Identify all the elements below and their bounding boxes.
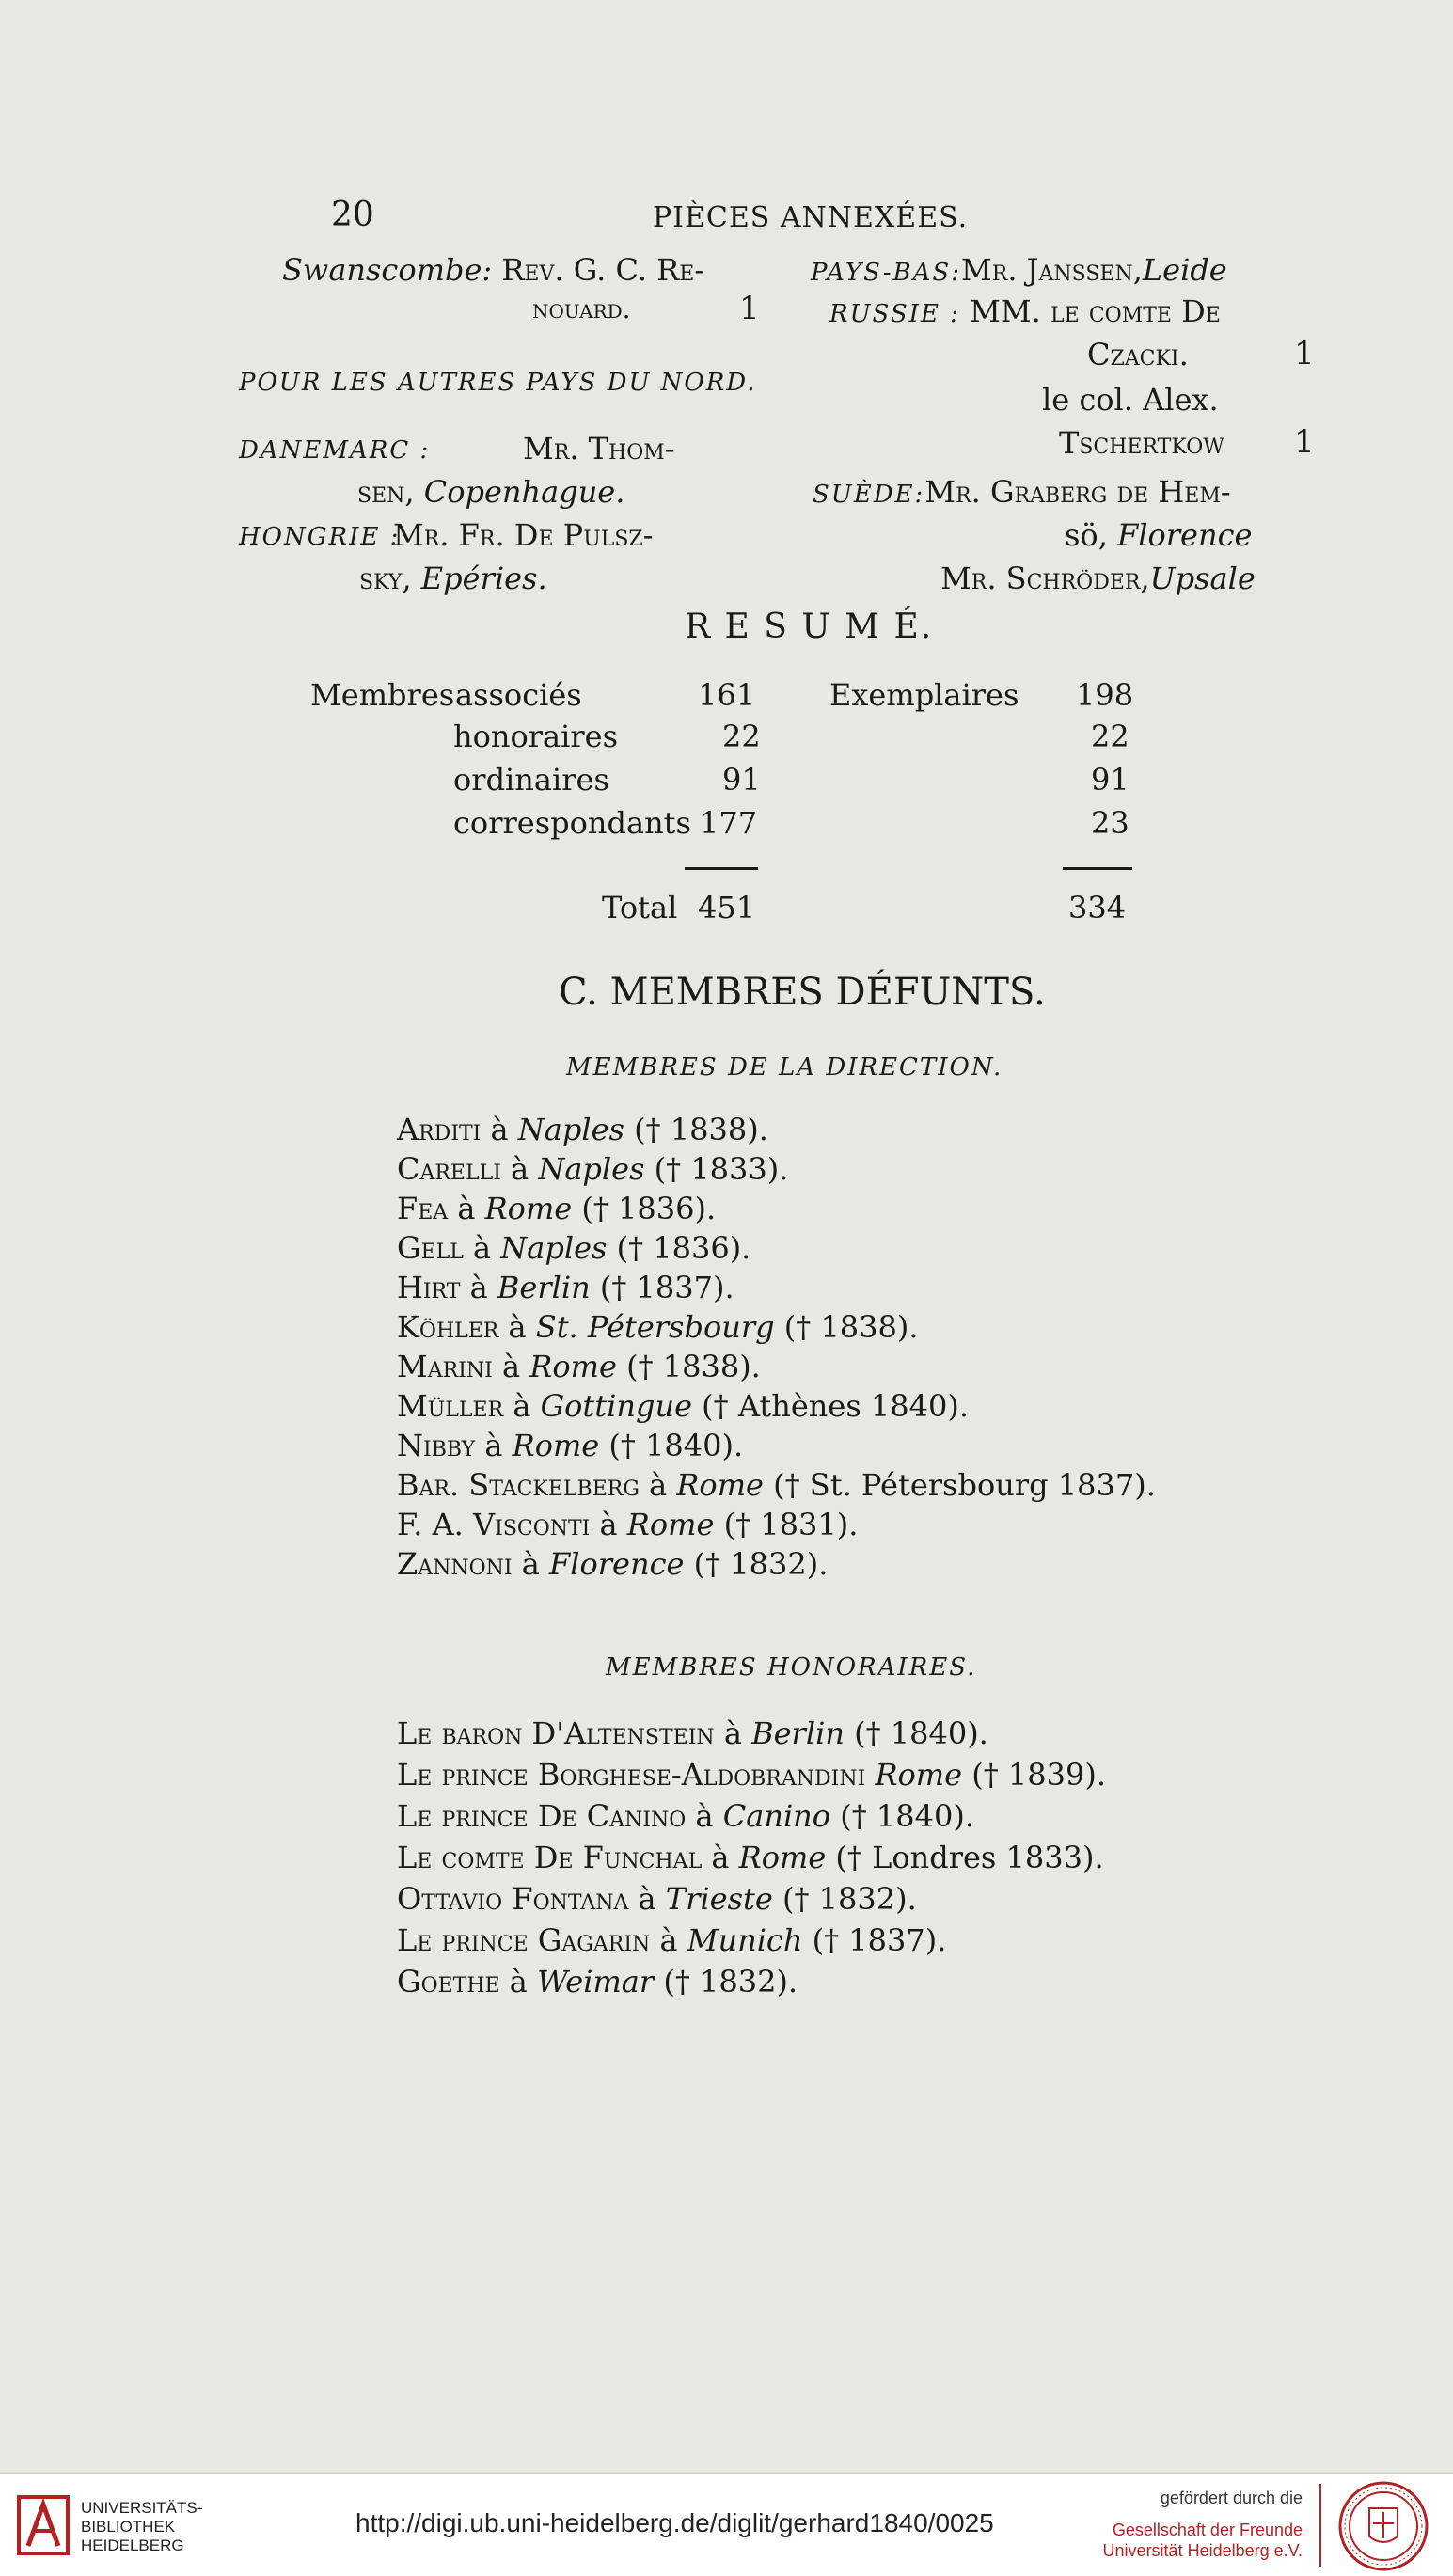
deceased-entry [397, 1922, 946, 1958]
separator: à [628, 1881, 666, 1917]
member-name: MM. le comte De [970, 293, 1221, 329]
city: Florence [1117, 517, 1253, 553]
death-date: († Londres 1833). [826, 1840, 1104, 1875]
resume-category: associés [455, 677, 582, 713]
deceased-entry [397, 1309, 919, 1345]
member-name-cont: sö, [1065, 517, 1108, 553]
deceased-entry [397, 1467, 1156, 1503]
deceased-entry [397, 1546, 828, 1582]
separator: à [590, 1507, 627, 1542]
member-name: F. A. Visconti [397, 1507, 591, 1542]
death-date: († 1837). [802, 1922, 947, 1958]
member-count: 1 [1294, 335, 1315, 372]
member-name-cont: sky, [359, 561, 412, 596]
separator: à [499, 1964, 537, 1999]
separator: à [463, 1230, 501, 1266]
city: Rome [529, 1349, 617, 1384]
member-name: Mr. Graberg de Hem- [924, 474, 1231, 510]
member-name: Fea [397, 1191, 449, 1226]
membres-label: Membres [310, 677, 455, 713]
city: Rome [512, 1428, 600, 1463]
separator: à [650, 1922, 687, 1958]
country-label: PAYS-BAS: [811, 259, 961, 287]
city: St. Pétersbourg [535, 1309, 775, 1345]
death-date: († 1840). [830, 1798, 974, 1834]
separator: à [512, 1546, 550, 1582]
death-date: († 1833). [644, 1151, 789, 1187]
place-label: Swanscombe: [282, 252, 493, 288]
separator: à [475, 1428, 513, 1463]
danemarc-label: DANEMARC : [239, 436, 431, 465]
city: Naples [517, 1112, 624, 1147]
city: Canino [722, 1798, 831, 1834]
city: Copenhague. [423, 474, 625, 510]
resume-heading: R E S U M É. [685, 608, 934, 646]
city: Gottingue [540, 1388, 692, 1424]
deceased-entry [397, 1881, 917, 1917]
city: Naples [538, 1151, 645, 1187]
death-date: († St. Pétersbourg 1837). [763, 1467, 1156, 1503]
deceased-entry [397, 1270, 734, 1305]
swanscombe-entry [282, 252, 704, 288]
death-date: († 1832). [684, 1546, 829, 1582]
separator: à [492, 1349, 530, 1384]
resume-count: 177 [700, 805, 758, 841]
member-name: Mr. Thom- [523, 431, 675, 466]
separator: à [686, 1798, 723, 1834]
deceased-entry [397, 1798, 974, 1834]
library-name-line2: BIBLIOTHEK [81, 2518, 176, 2536]
city: Trieste [665, 1881, 773, 1917]
resume-exemplaires: 23 [1091, 805, 1129, 841]
member-name: Köhler [397, 1309, 499, 1345]
member-count: 1 [1294, 423, 1315, 461]
member-name: Le prince De Canino [397, 1798, 687, 1834]
resume-count: 22 [722, 719, 761, 754]
member-count: 1 [739, 290, 760, 327]
country-label: SUÈDE: [813, 481, 925, 509]
deceased-entry [397, 1191, 716, 1226]
member-name: Gell [397, 1230, 464, 1266]
honoraires-heading: MEMBRES HONORAIRES. [606, 1653, 977, 1682]
russie-entry [829, 293, 1221, 329]
resume-category: ordinaires [453, 762, 609, 798]
hongrie-label: HONGRIE : [239, 523, 401, 551]
member-name: Le comte De Funchal [397, 1840, 703, 1875]
separator: à [714, 1715, 752, 1751]
resume-count: 161 [698, 677, 756, 713]
city: Rome [484, 1191, 573, 1226]
university-seal-icon [1337, 2480, 1429, 2572]
city: Munich [687, 1922, 803, 1958]
deceased-entry [397, 1112, 768, 1147]
separator: à [481, 1112, 518, 1147]
member-name: Marini [397, 1349, 493, 1384]
city: Leide [1142, 252, 1227, 288]
death-date: († 1837). [590, 1270, 734, 1305]
permalink-url[interactable]: http://digi.ub.uni-heidelberg.de/diglit/gerhard1840/0025 [355, 2508, 994, 2537]
member-name: Carelli [397, 1151, 501, 1187]
deceased-entry [397, 1964, 798, 1999]
library-name-line1: UNIVERSITÄTS- [81, 2499, 203, 2517]
member-name: Le baron D'Altenstein [397, 1715, 715, 1751]
running-title: PIÈCES ANNEXÉES. [653, 201, 969, 234]
deceased-entry [397, 1757, 1106, 1793]
separator: à [500, 1151, 539, 1187]
country-label: RUSSIE : [829, 300, 960, 328]
member-name: Ottavio Fontana [397, 1881, 629, 1917]
total-label: Total [602, 890, 678, 925]
city: Upsale [1149, 561, 1256, 596]
page-number: 20 [331, 196, 374, 234]
deceased-entry [397, 1715, 988, 1751]
death-date: († 1840). [599, 1428, 744, 1463]
deceased-entry [397, 1349, 761, 1384]
death-date: († 1832). [772, 1881, 917, 1917]
sponsor-line1: gefördert durch die [1160, 2489, 1303, 2507]
exemplaires-label: Exemplaires [829, 677, 1019, 713]
resume-count: 91 [722, 762, 761, 798]
member-name: Rev. G. C. Re- [501, 252, 705, 288]
library-logo-icon [17, 2495, 70, 2555]
deceased-entry [397, 1230, 750, 1266]
death-date: († 1838). [624, 1112, 768, 1147]
death-date: († 1839). [962, 1757, 1106, 1793]
sponsor-line3: Universität Heidelberg e.V. [1102, 2541, 1303, 2560]
member-name: Bar. Stackelberg [397, 1467, 640, 1503]
death-date: († 1836). [607, 1230, 751, 1266]
suede-entry-2 [940, 561, 1256, 596]
city: Weimar [537, 1964, 655, 1999]
member-name: Le prince Borghese-Aldobrandini [397, 1757, 866, 1793]
member-name: Le prince Gagarin [397, 1922, 651, 1958]
member-name-cont: Tschertkow [1059, 425, 1224, 461]
sum-rule-left [685, 867, 758, 870]
total-exemplaires: 334 [1068, 890, 1127, 925]
danemarc-entry-cont [357, 474, 624, 510]
section-c-heading: C. MEMBRES DÉFUNTS. [559, 971, 1046, 1014]
footer-divider [1319, 2484, 1321, 2567]
separator: à [448, 1191, 485, 1226]
member-name: Nibby [397, 1428, 476, 1463]
member-name: Mr. Schröder, [940, 561, 1150, 596]
member-name: Goethe [397, 1964, 500, 1999]
member-name: Müller [397, 1388, 504, 1424]
library-name-line3: HEIDELBERG [81, 2536, 184, 2554]
member-name: Mr. Janssen, [961, 252, 1143, 288]
resume-exemplaires: 22 [1091, 719, 1129, 754]
member-name-cont: Czacki. [1087, 337, 1189, 372]
separator: à [498, 1309, 536, 1345]
city: Rome [626, 1507, 715, 1542]
city: Rome [676, 1467, 764, 1503]
death-date: († 1831). [714, 1507, 859, 1542]
total-count: 451 [698, 890, 756, 925]
resume-exemplaires: 198 [1076, 677, 1134, 713]
separator: à [460, 1270, 497, 1305]
city: Berlin [751, 1715, 845, 1751]
member-name: Mr. Fr. De Pulsz- [393, 517, 654, 553]
death-date: († 1836). [572, 1191, 717, 1226]
member-name: Zannoni [397, 1546, 513, 1582]
separator: à [503, 1388, 541, 1424]
deceased-entry [397, 1388, 969, 1424]
direction-heading: MEMBRES DE LA DIRECTION. [566, 1053, 1003, 1082]
paysbas-entry [811, 252, 1227, 288]
member-name: le col. Alex. [1042, 382, 1219, 418]
pour-heading: POUR LES AUTRES PAYS DU NORD. [239, 369, 757, 397]
digital-library-footer [0, 2473, 1453, 2576]
death-date: († Athènes 1840). [692, 1388, 970, 1424]
resume-category: correspondants [453, 805, 691, 841]
death-date: († 1832). [654, 1964, 798, 1999]
deceased-entry [397, 1428, 743, 1463]
city: Rome [738, 1840, 827, 1875]
resume-exemplaires: 91 [1091, 762, 1129, 798]
suede-entry-cont [1065, 517, 1252, 553]
sponsor-line2: Gesellschaft der Freunde [1112, 2521, 1303, 2539]
deceased-entry [397, 1507, 858, 1542]
separator: à [702, 1840, 739, 1875]
resume-category: honoraires [453, 719, 619, 754]
city: Epéries. [420, 561, 547, 596]
suede-entry [813, 474, 1231, 510]
deceased-entry [397, 1151, 788, 1187]
member-name-cont: nouard. [532, 293, 631, 324]
death-date: († 1838). [616, 1349, 761, 1384]
death-date: († 1840). [844, 1715, 988, 1751]
member-name-cont: sen, [357, 474, 415, 510]
death-date: († 1838). [774, 1309, 919, 1345]
sum-rule-right [1063, 867, 1132, 870]
member-name: Arditi [397, 1112, 482, 1147]
member-name: Hirt [397, 1270, 461, 1305]
deceased-entry [397, 1840, 1104, 1875]
city: Berlin [497, 1270, 591, 1305]
hongrie-entry-cont [359, 561, 547, 596]
city: Florence [549, 1546, 685, 1582]
separator: à [639, 1467, 677, 1503]
separator [865, 1757, 875, 1793]
city: Rome [875, 1757, 963, 1793]
city: Naples [500, 1230, 608, 1266]
